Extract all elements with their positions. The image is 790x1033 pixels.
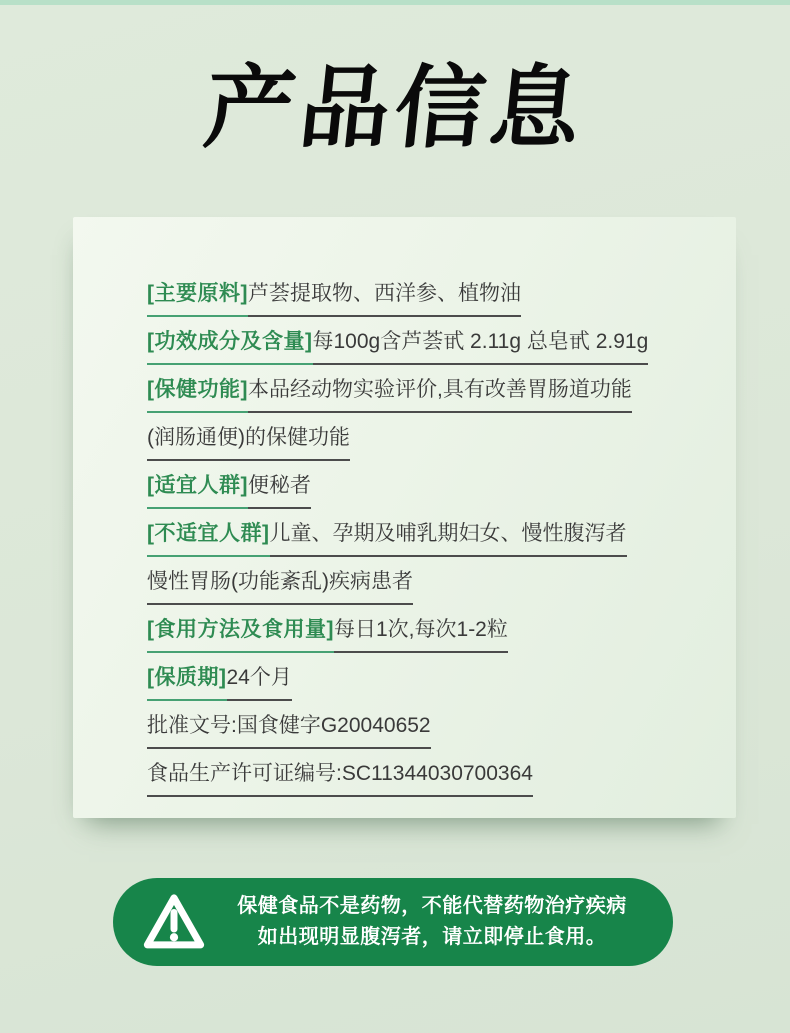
info-row-label: [保健功能] [147, 378, 248, 401]
info-row-label: [适宜人群] [147, 474, 248, 497]
info-row-value: 批准文号:国食健字G20040652 [147, 714, 431, 737]
info-row-unsuitable-people-cont [147, 571, 694, 605]
warning-triangle-icon [141, 891, 207, 953]
info-row-value: 芦荟提取物、西洋参、植物油 [248, 282, 521, 305]
info-row-value: 本品经动物实验评价,具有改善胃肠道功能 [248, 378, 632, 401]
info-row-value: 每100g含芦荟甙 2.11g 总皂甙 2.91g [312, 330, 649, 353]
info-row-label: [不适宜人群] [147, 522, 270, 545]
info-row-value: 食品生产许可证编号:SC11344030700364 [147, 762, 533, 785]
info-row-label: [主要原料] [147, 282, 248, 305]
info-row-production-license [147, 763, 694, 797]
info-row-shelf-life [147, 667, 694, 701]
info-row-unsuitable-people [147, 523, 694, 557]
warning-line-1: 保健食品不是药物，不能代替药物治疗疾病 [237, 895, 627, 917]
info-row-approval-number [147, 715, 694, 749]
info-row-label: [保质期] [147, 666, 227, 689]
info-row-main-ingredients [147, 283, 694, 317]
info-row-suitable-people [147, 475, 694, 509]
info-row-value: 便秘者 [248, 474, 311, 497]
info-row-value: 24个月 [226, 666, 292, 689]
info-row-value: 慢性胃肠(功能紊乱)疾病患者 [147, 570, 413, 593]
warning-banner [113, 878, 673, 966]
info-row-value: (润肠通便)的保健功能 [147, 426, 350, 449]
info-row-active-content [147, 331, 694, 365]
info-row-value: 儿童、孕期及哺乳期妇女、慢性腹泻者 [269, 522, 627, 545]
info-row-label: [功效成分及含量] [147, 330, 313, 353]
page-title: 产品信息 [199, 59, 591, 159]
warning-text [207, 891, 673, 953]
warning-line-2: 如出现明显腹泻者，请立即停止食用。 [257, 926, 607, 948]
product-info-card [73, 217, 736, 818]
info-row-health-function-cont [147, 427, 694, 461]
info-row-usage-dosage [147, 619, 694, 653]
info-row-value: 每日1次,每次1-2粒 [334, 618, 508, 641]
info-row-health-function [147, 379, 694, 413]
info-row-label: [食用方法及食用量] [147, 618, 334, 641]
top-strip [0, 0, 790, 5]
